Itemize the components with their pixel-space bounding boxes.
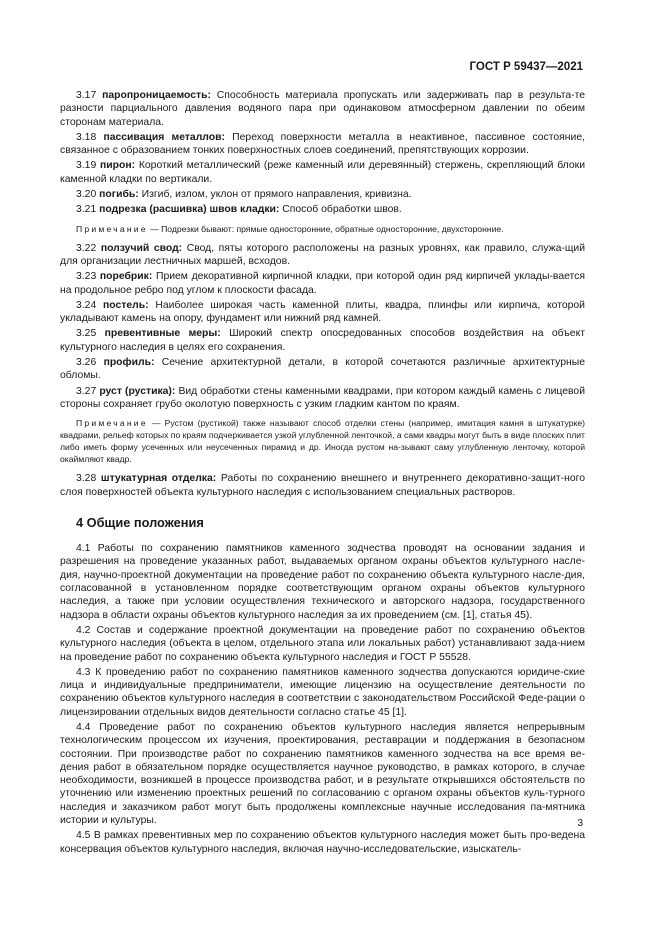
definition-term: штукатурная отделка: [100,473,217,485]
note [60,417,585,465]
definition-text: Прием декоративной кирпичной кладки, при которой один ряд кирпичей уклады-вается на продольное ребро под углом к плоскости фасада. [60,271,585,296]
definition-text: Работы по сохранению внешнего и внутреннего декоративно-защит-ного слоя поверхностей объекта культурного наследия с использованием специальных растворов. [60,473,585,498]
definition-item [60,472,585,499]
section-paragraph: 4.1 Работы по сохранению памятников каменного зодчества проводят на основании задания и разрешения на проведение указанных работ, выдаваемых органом охраны объектов культурного насле-дия, научно-проектной документации на проведение работ по сохранению объекта культурного насле-дия, согласованной в установленном порядке соответствующим органом охраны объектов культурного наследия, а также при условии осуществления технического и авторского надзора, государственного надзора в области охраны объектов культурного наследия за их проведением (см. [1], статья 45). [60,543,585,621]
definition-number: 3.20 [76,189,97,201]
definition-item [60,159,585,186]
definition-text: Свод, пяты которого расположены на разных уровнях, как правило, служа-щий для организации лестничных маршей, всходов. [60,242,586,267]
section-paragraph: 4.5 В рамках превентивных мер по сохранению объектов культурного наследия может быть про-ведена консервация объектов культурного наследия, включая научно-исследовательские, изыскатель- [60,830,585,855]
definition-term: руст (рустика): [99,385,176,397]
definition-number: 3.21 [76,204,97,216]
definition-term: пирон: [99,160,136,172]
definition-number: 3.25 [76,328,97,340]
note-text: — Подрезки бывают: прямые односторонние, обратные односторонние, двухсторонние. [147,223,504,234]
definition-term: погибь: [99,189,139,201]
definition-text: Изгиб, излом, уклон от прямого направления, кривизна. [138,189,412,201]
definitions-block [60,472,585,499]
definition-item [60,242,585,269]
definition-item [60,385,585,412]
definition-item [60,188,585,201]
definition-number: 3.26 [76,357,97,369]
definition-text: Наиболее широкая часть каменной плиты, квадра, плинфы или кирпича, которой укладывают камень на опору, фундамент или нижний ряд камней. [60,299,585,325]
definition-number: 3.18 [76,131,97,143]
definitions-block [60,242,585,412]
section-paragraph: 4.3 К проведению работ по сохранению памятников каменного зодчества допускаются юридиче-ские лица и индивидуальные предприниматели, имеющие лицензию на осуществление деятельности по сохранению объектов культурного наследия в соответствии с законодательством Российской Феде-рации о лицензировании отдельных видов деятельности согласно статье 45 [1]. [60,666,585,718]
definitions-block [60,89,585,217]
definition-item [60,327,585,354]
definition-term: профиль: [103,357,155,369]
definition-number: 3.27 [76,385,97,397]
definition-text: Вид обработки стены каменными квадрами, при котором каждый камень с лицевой стороны сохраняет грубо околотую поверхность с узким гладким кантом по краям. [60,385,585,410]
definition-number: 3.24 [76,299,97,311]
definition-text: Способ обработки швов. [279,204,402,216]
definition-item [60,89,585,129]
definition-text: Способность материала пропускать или задерживать пар в результа-те разности парциального давления водяного пара при одинаковом атмосферном давлении по обеим сторонам материала. [60,90,585,128]
definition-number: 3.17 [76,90,97,101]
definition-number: 3.19 [76,160,97,172]
definition-text: Сечение архитектурной детали, в которой сочетаются различные архитектурные обломы. [60,357,585,382]
section-body [60,542,585,856]
definition-text: Широкий спектр опосредованных способов воздействия на объект культурного наследия в целях его сохранения. [60,328,585,353]
definition-item [60,203,585,216]
definition-item [60,299,585,326]
note [60,223,585,235]
definition-term: поребрик: [99,271,153,283]
section-paragraph: 4.2 Состав и содержание проектной документации на проведение работ по сохранению объектов культурного наследия (объекта в целом, отдельного этапа или локальных работ) устанавливают зада-нием на проведение работ по сохранению объекта культурного наследия и ГОСТ Р 55528. [60,624,585,663]
section-paragraph: 4.4 Проведение работ по сохранению объектов культурного наследия является непрерывным технологическим процессом их изучения, проектирования, реставрации и поддержания в безопасном состоянии. При производстве работ по сохранению памятников каменного зодчества на все время ве-дения работ в обязательном порядке осуществляется научное руководство, в рамках которого, в случае необходимости, возникшей в процессе производства работ, и в результате открывшихся обстоятельств по уточнению или изменению проектных решений по согласованию с органом охраны объектов куль-турного наследия и заказчиком работ могут быть продолжены комплексные научные исследования па-мятника истории и культуры. [60,721,585,827]
definition-term: подрезка (расшивка) швов кладки: [99,204,280,216]
note-label: Примечание [76,223,148,234]
standard-number: ГОСТ Р 59437—2021 [469,61,583,73]
definition-number: 3.23 [76,271,97,283]
definition-term: постель: [103,299,149,311]
page-number: 3 [577,818,583,829]
definition-term: ползучий свод: [100,242,183,254]
definition-text: Переход поверхности металла в неактивное, пассивное состояние, связанное с образованием тонких поверхностных слоев соединений, препятствующих коррозии. [60,131,585,157]
definition-term: пассивация металлов: [103,131,225,143]
note-text: — Рустом (рустикой) также называют способ отделки стены (например, имитация камня в штукатурке) квадрами, рельеф которых по краям подчеркивается узкой углубленной ленточкой, а сами квадры могут быть в виде плоских плит либо иметь форму усеченных или неусеченных пирамид и др. Иногда рустом на-зывают саму углубленную ленточку, которой окаймляют квадр. [60,418,585,465]
definition-number: 3.22 [76,242,97,254]
note-label: Примечание [76,418,148,429]
page-body [60,89,585,858]
section-heading: 4 Общие положения [76,514,204,530]
definition-number: 3.28 [76,473,97,485]
definition-item [60,131,585,158]
definition-term: превентивные меры: [104,328,221,340]
definition-item [60,356,585,383]
definition-item [60,270,585,297]
definition-term: паропроницаемость: [102,90,211,101]
definition-text: Короткий металлический (реже каменный или деревянный) стержень, скрепляющий блоки каменной кладки по вертикали. [60,160,585,185]
